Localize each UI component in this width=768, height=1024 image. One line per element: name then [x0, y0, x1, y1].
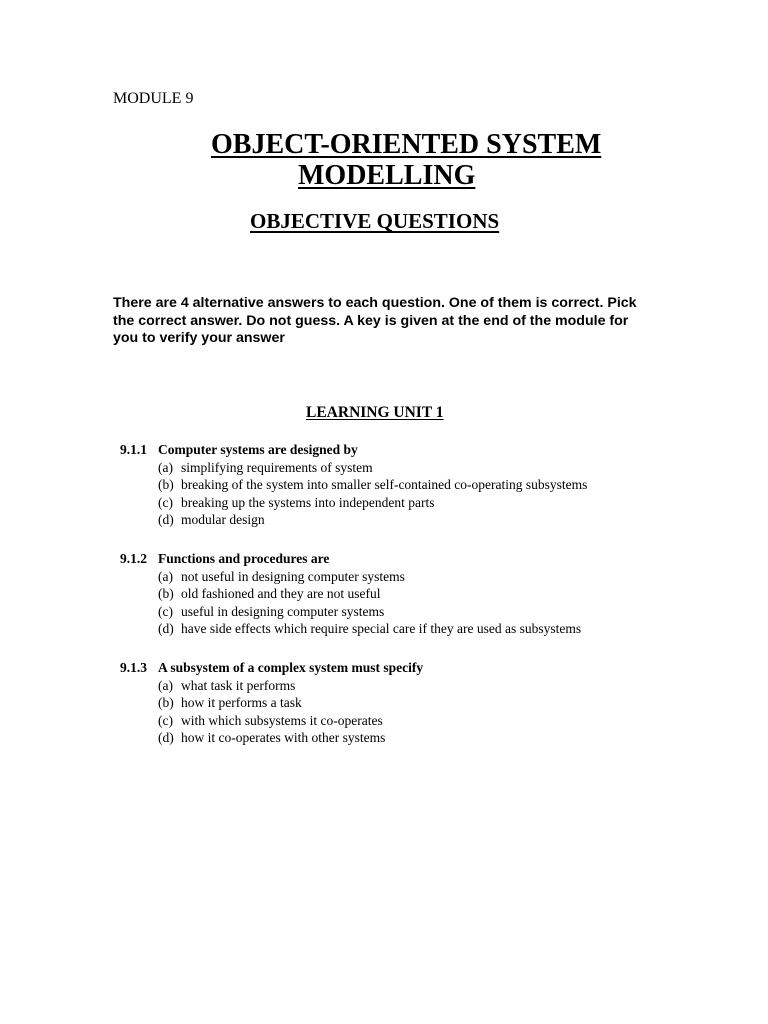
answer-option — [120, 729, 423, 747]
question-9-1-1 — [120, 441, 587, 529]
answer-option — [120, 620, 581, 638]
option-text: breaking of the system into smaller self-contained co-operating subsystems — [181, 477, 588, 492]
option-text: what task it performs — [181, 677, 296, 693]
option-letter: (c) — [158, 712, 173, 728]
question-text: Computer systems are designed by — [158, 442, 358, 457]
question-text: A subsystem of a complex system must specify — [158, 660, 424, 675]
option-text: breaking up the systems into independent parts — [181, 494, 435, 510]
option-text: how it co-operates with other systems — [181, 730, 386, 745]
option-letter: (a) — [158, 459, 173, 475]
answer-option — [120, 568, 581, 586]
answer-option — [120, 585, 581, 603]
option-text: simplifying requirements of system — [181, 459, 373, 475]
question-text: Functions and procedures are — [158, 551, 330, 566]
question-number: 9.1.1 — [120, 442, 147, 457]
answer-option — [120, 494, 587, 512]
option-text: how it performs a task — [181, 695, 302, 710]
module-label: MODULE 9 — [113, 90, 194, 107]
option-letter: (b) — [158, 477, 174, 492]
question-9-1-2 — [120, 550, 581, 638]
question-9-1-3 — [120, 659, 423, 747]
question-heading — [120, 550, 581, 568]
question-number: 9.1.2 — [120, 551, 147, 566]
answer-option — [120, 677, 423, 695]
answer-option — [120, 511, 587, 529]
option-letter: (d) — [158, 512, 174, 527]
answer-option — [120, 603, 581, 621]
answer-option — [120, 459, 587, 477]
question-heading — [120, 441, 587, 459]
answer-option — [120, 712, 423, 730]
option-letter: (d) — [158, 621, 174, 636]
option-letter: (a) — [158, 568, 173, 584]
option-letter: (b) — [158, 586, 174, 601]
answer-option — [120, 476, 587, 494]
option-letter: (c) — [158, 603, 173, 619]
option-letter: (a) — [158, 677, 173, 693]
page-title-line-2: MODELLING — [298, 160, 476, 191]
option-text: with which subsystems it co-operates — [181, 712, 383, 728]
page-title-line-1: OBJECT-ORIENTED SYSTEM — [211, 129, 602, 160]
option-text: useful in designing computer systems — [181, 603, 385, 619]
option-letter: (c) — [158, 494, 173, 510]
page-subtitle: OBJECTIVE QUESTIONS — [250, 209, 500, 233]
option-letter: (b) — [158, 695, 174, 710]
answer-option — [120, 694, 423, 712]
question-heading — [120, 659, 423, 677]
option-text: not useful in designing computer systems — [181, 568, 405, 584]
learning-unit-heading: LEARNING UNIT 1 — [306, 404, 444, 421]
option-text: modular design — [181, 512, 265, 527]
option-text: old fashioned and they are not useful — [181, 586, 381, 601]
option-text: have side effects which require special care if they are used as subsystems — [181, 621, 582, 636]
question-number: 9.1.3 — [120, 660, 147, 675]
instructions-paragraph: There are 4 alternative answers to each question. One of them is correct. Pick the correct answer. Do not guess. A key is given at the end of the module for you to verify your answer — [113, 295, 637, 346]
option-letter: (d) — [158, 730, 174, 745]
